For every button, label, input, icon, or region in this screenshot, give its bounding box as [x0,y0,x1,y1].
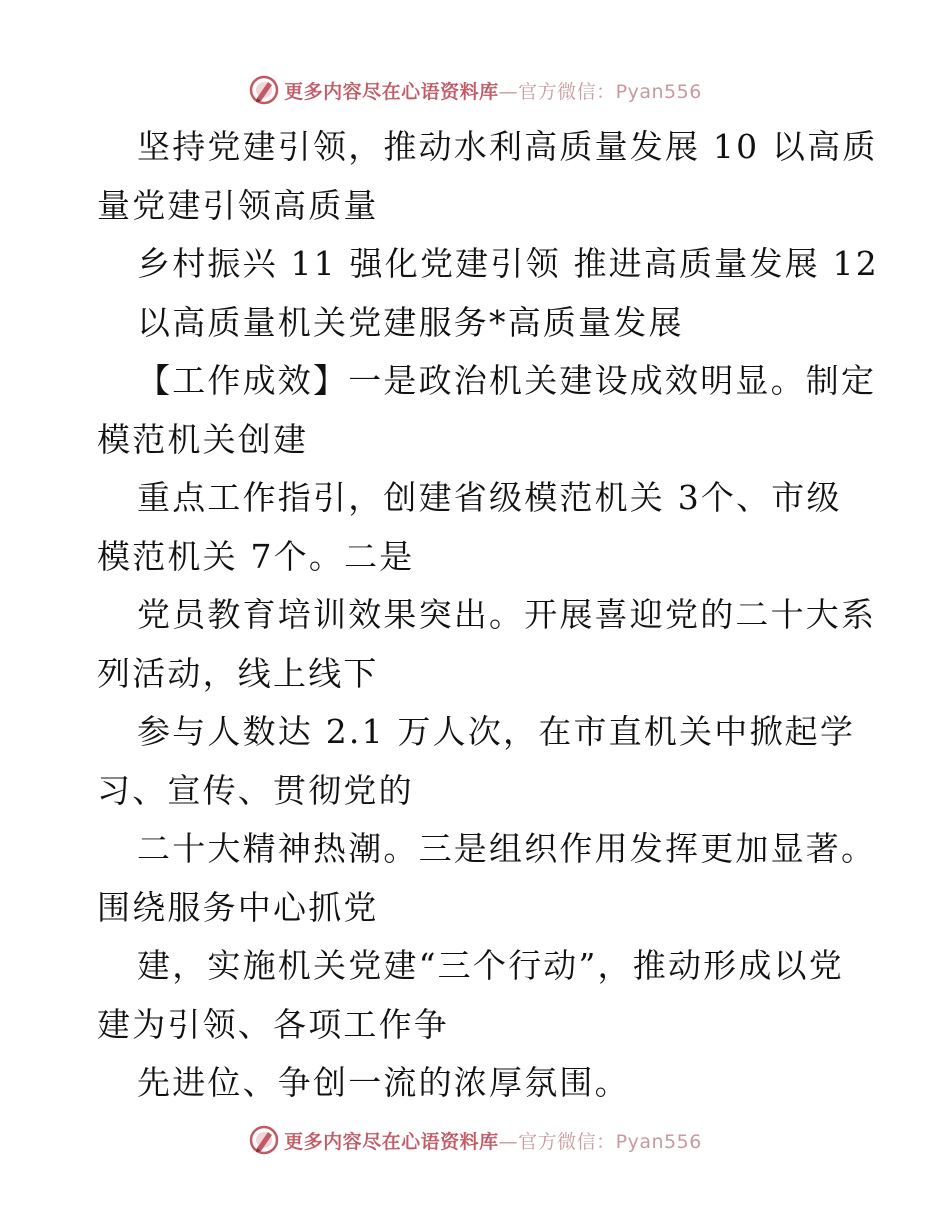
body-line: 党员教育培训效果突出。开展喜迎党的二十大系 [137,595,877,634]
body-line: 围绕服务中心抓党 [97,888,379,927]
watermark-contact-text: 官方微信：Pyan556 [518,1130,702,1153]
watermark-separator: — [498,80,519,103]
watermark-site-text: 更多内容尽在心语资料库 [284,80,499,103]
body-line: 重点工作指引，创建省级模范机关 3个、市级 [137,478,842,517]
watermark-text [284,77,702,104]
body-line: 二十大精神热潮。三是组织作用发挥更加显著。 [137,829,877,868]
watermark-site-text: 更多内容尽在心语资料库 [284,1130,499,1153]
body-line: 模范机关创建 [97,420,309,459]
body-line: 坚持党建引领，推动水利高质量发展 10 以高质 [137,127,878,166]
header-watermark-banner [0,70,950,110]
body-line: 乡村振兴 11 强化党建引领 推进高质量发展 12 [137,244,879,283]
body-line: 建为引领、各项工作争 [97,1005,449,1044]
pen-nib-circle-icon [248,74,280,106]
watermark-separator: — [498,1130,519,1153]
body-line: 量党建引领高质量 [97,186,379,225]
body-line: 建，实施机关党建“三个行动”，推动形成以党 [137,946,844,985]
body-line: 以高质量机关党建服务*高质量发展 [137,303,684,342]
watermark-text [284,1127,702,1154]
body-line: 先进位、争创一流的浓厚氛围。 [137,1063,630,1102]
body-line: 列活动，线上线下 [97,654,379,693]
footer-watermark-banner [0,1120,950,1160]
watermark-contact-text: 官方微信：Pyan556 [518,80,702,103]
pen-nib-circle-icon [248,1124,280,1156]
body-line: 模范机关 7个。二是 [97,537,415,576]
body-line: 参与人数达 2.1 万人次，在市直机关中掀起学 [137,712,856,751]
body-line: 习、宣传、贯彻党的 [97,771,414,810]
body-line: 【工作成效】一是政治机关建设成效明显。制定 [137,361,877,400]
